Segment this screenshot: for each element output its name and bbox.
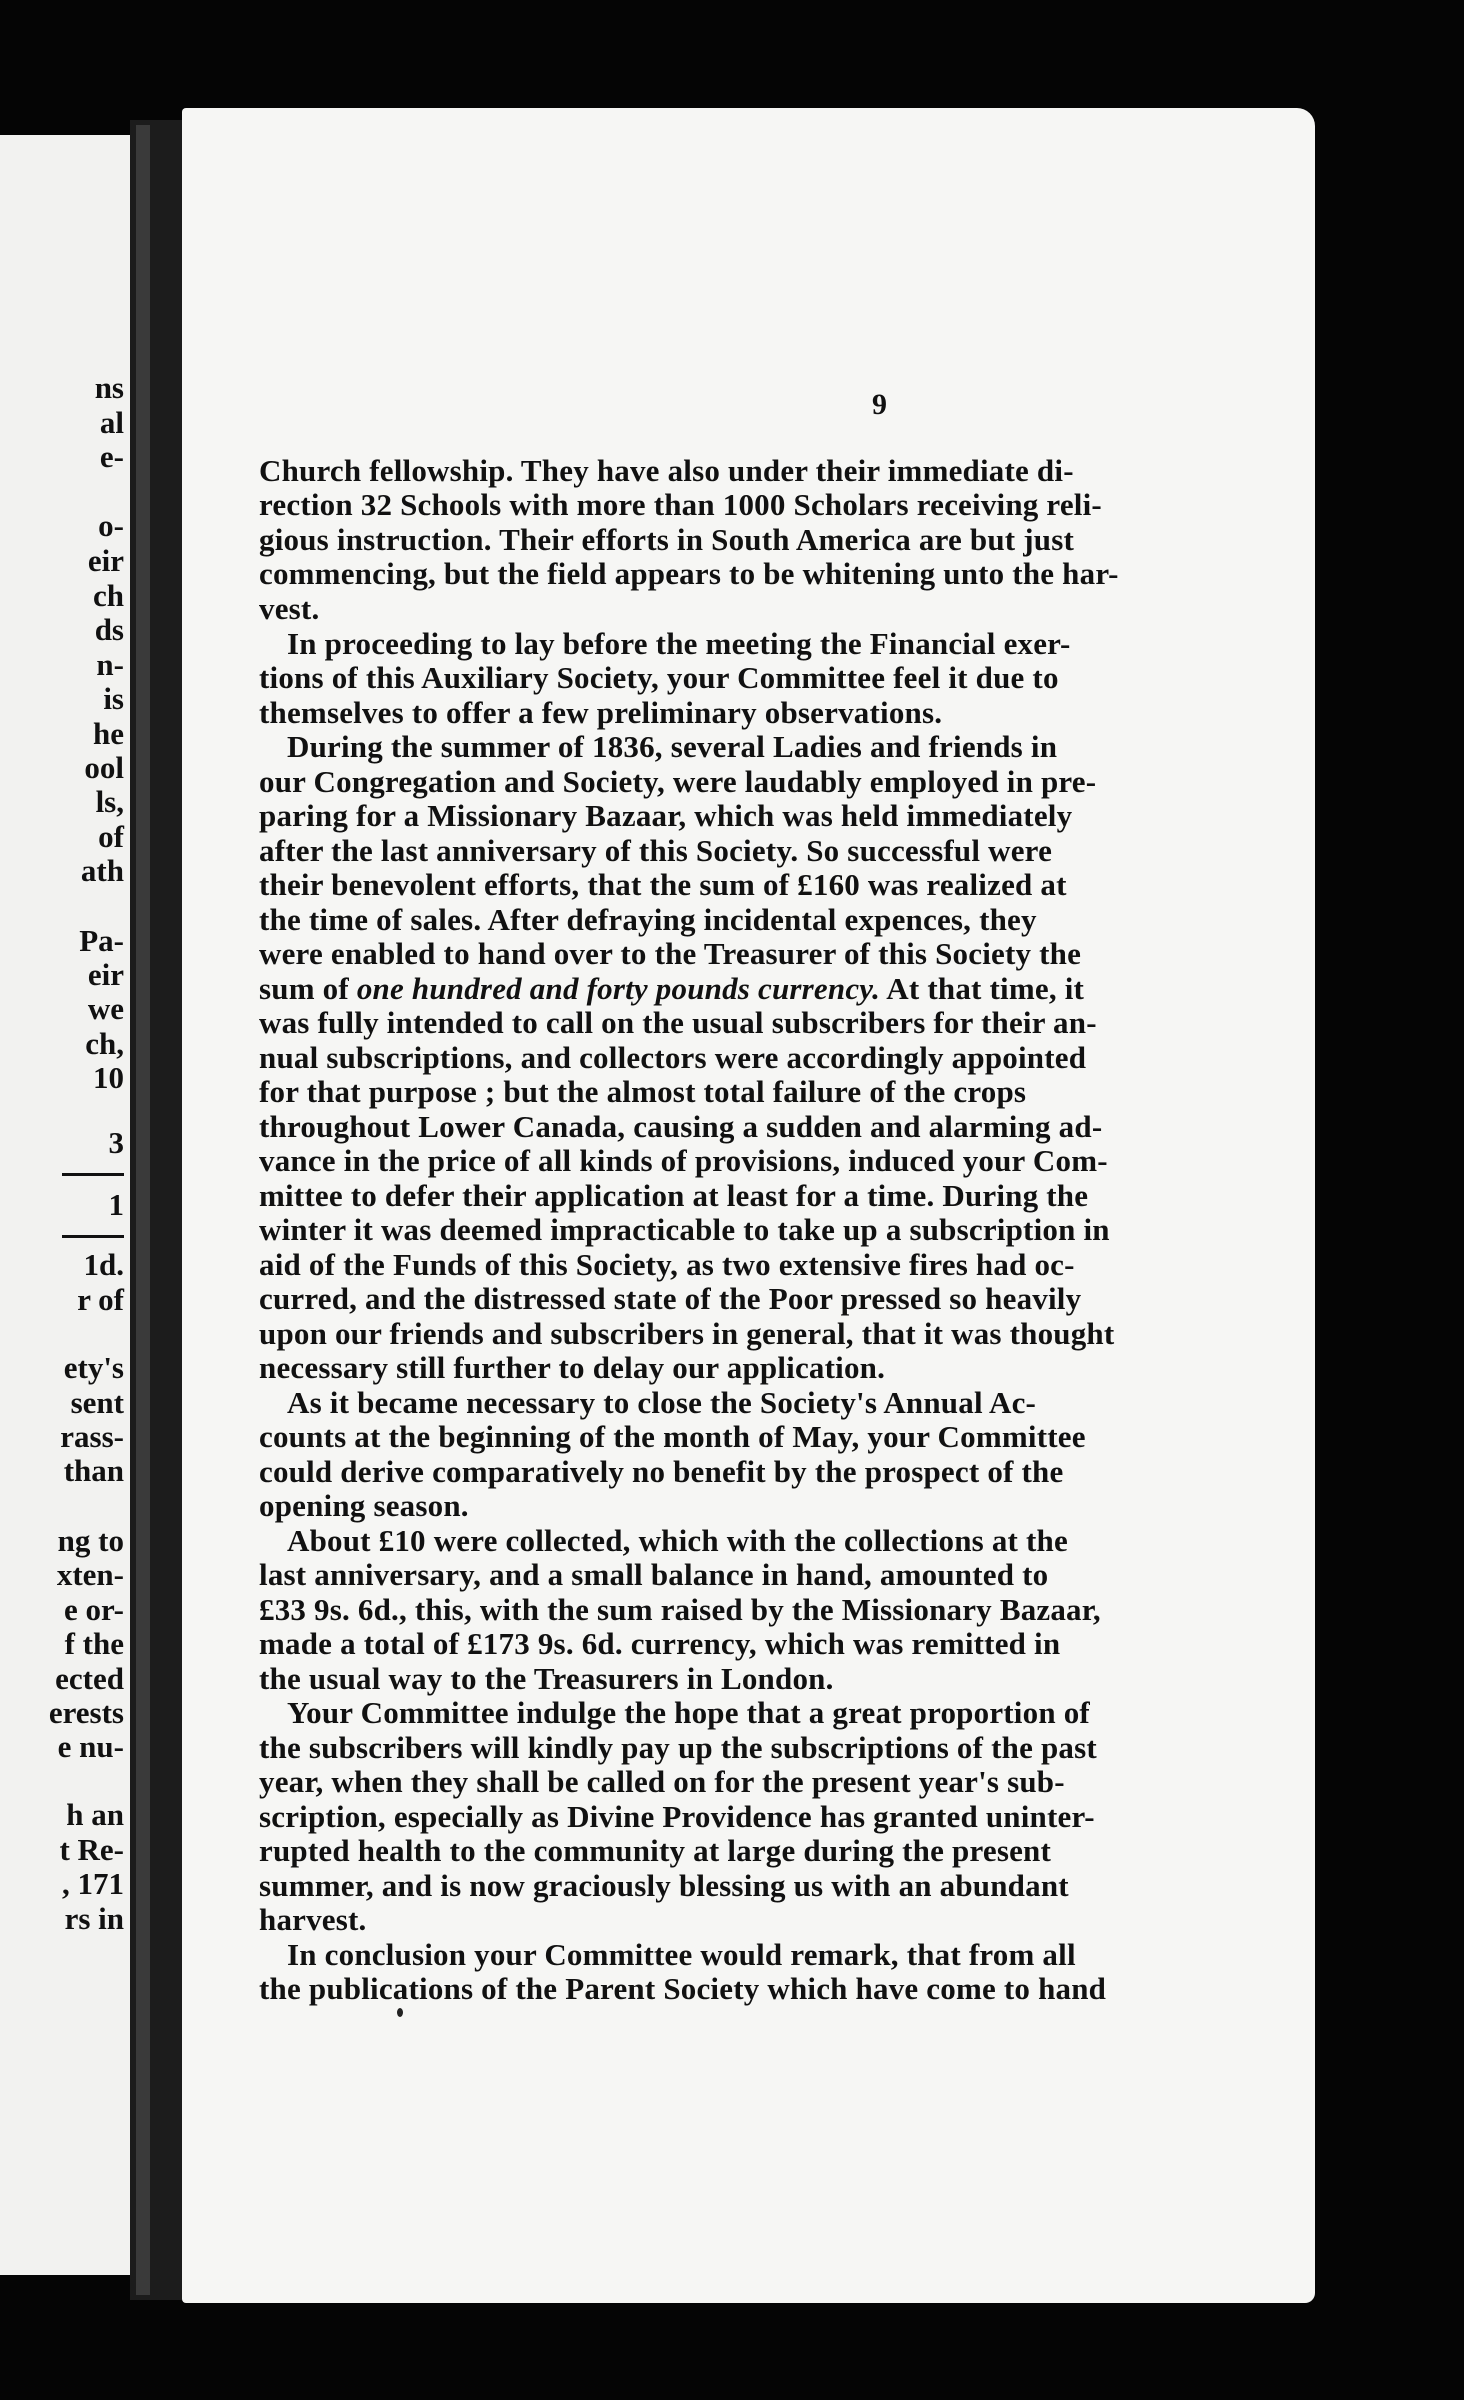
body-line: upon our friends and subscribers in general, that it was thought [259,1316,1115,1351]
left-fragment: ety's [63,1350,124,1385]
body-line: scription, especially as Divine Providence has granted uninter- [259,1799,1095,1834]
left-fragment: e or- [64,1592,124,1627]
left-fragment: eir [87,957,124,992]
scan-speck [397,2008,403,2017]
left-rule [62,1173,124,1176]
left-fragment: e nu- [57,1729,124,1764]
body-line: could derive comparatively no benefit by the prospect of the [259,1454,1064,1489]
left-fragment: ng to [57,1523,124,1558]
body-line: mittee to defer their application at least for a time. During the [259,1178,1089,1213]
body-line: the time of sales. After defraying incidental expences, they [259,902,1037,937]
left-fragment: e- [99,439,124,474]
body-line: our Congregation and Society, were laudably employed in pre- [259,764,1097,799]
left-fragment: Pa- [79,923,124,958]
left-fragment: rass- [60,1419,124,1454]
body-line: themselves to offer a few preliminary observations. [259,695,943,730]
left-fragment: ls, [95,784,124,819]
body-line: vance in the price of all kinds of provisions, induced your Com- [259,1143,1108,1178]
left-fragment: 1 [108,1187,124,1222]
body-line: their benevolent efforts, that the sum of £160 was realized at [259,867,1067,902]
body-text: At that time, it [886,971,1085,1006]
page-number: 9 [872,388,887,421]
left-fragment: sent [70,1385,124,1420]
body-line: the subscribers will kindly pay up the subscriptions of the past [259,1730,1097,1765]
left-fragment: ds [94,612,124,647]
body-line: winter it was deemed impracticable to take up a subscription in [259,1212,1110,1247]
body-line: counts at the beginning of the month of May, your Committee [259,1419,1086,1454]
body-line: vest. [259,591,320,626]
body-line: for that purpose ; but the almost total failure of the crops [259,1074,1027,1109]
body-line: harvest. [259,1902,367,1937]
left-fragment: n- [96,647,124,682]
left-fragment: ns [94,370,124,405]
left-facing-page [0,135,130,2275]
body-line: made a total of £173 9s. 6d. currency, which was remitted in [259,1626,1061,1661]
body-line: £33 9s. 6d., this, with the sum raised by the Missionary Bazaar, [259,1592,1101,1627]
left-fragment: o- [98,508,124,543]
body-line: About £10 were collected, which with the collections at the [287,1523,1068,1558]
left-fragment: t Re- [59,1832,124,1867]
left-fragment: ch [93,578,124,613]
main-page [182,108,1315,2303]
left-fragment: ool [84,750,124,785]
left-fragment: f the [64,1626,124,1661]
body-line: rupted health to the community at large during the present [259,1833,1052,1868]
left-fragment: h an [66,1797,124,1832]
left-fragment: than [63,1453,124,1488]
body-line [259,971,1084,1007]
body-line: In proceeding to lay before the meeting the Financial exer- [287,626,1071,661]
body-line: were enabled to hand over to the Treasurer of this Society the [259,936,1082,971]
body-line: year, when they shall be called on for the present year's sub- [259,1764,1065,1799]
body-line: throughout Lower Canada, causing a sudden and alarming ad- [259,1109,1103,1144]
body-line: was fully intended to call on the usual subscribers for their an- [259,1005,1097,1040]
body-line: tions of this Auxiliary Society, your Committee feel it due to [259,660,1059,695]
body-line: curred, and the distressed state of the Poor pressed so heavily [259,1281,1082,1316]
left-fragment: ected [55,1661,124,1696]
body-line: last anniversary, and a small balance in hand, amounted to [259,1557,1049,1592]
body-line: Your Committee indulge the hope that a great proportion of [287,1695,1090,1730]
left-fragment: ath [80,853,124,888]
left-fragment: erests [48,1695,124,1730]
left-fragment: eir [87,543,124,578]
body-line: As it became necessary to close the Society's Annual Ac- [287,1385,1037,1420]
body-line: paring for a Missionary Bazaar, which was held immediately [259,798,1073,833]
body-line: Church fellowship. They have also under their immediate di- [259,453,1074,488]
body-line: commencing, but the field appears to be whitening unto the har- [259,556,1119,591]
left-fragment: al [99,405,124,440]
body-line: nual subscriptions, and collectors were accordingly appointed [259,1040,1087,1075]
left-fragment: ch, [85,1026,124,1061]
gutter-shadow [136,125,150,2295]
body-line: necessary still further to delay our application. [259,1350,886,1385]
left-fragment: 3 [108,1125,124,1160]
body-line: opening season. [259,1488,469,1523]
body-line: aid of the Funds of this Society, as two extensive fires had oc- [259,1247,1075,1282]
body-line: the usual way to the Treasurers in London. [259,1661,834,1696]
left-fragment: rs in [64,1901,124,1936]
left-rule [62,1235,124,1238]
left-fragment: r of [77,1282,124,1317]
left-fragment: 10 [93,1060,124,1095]
left-fragment: is [103,681,124,716]
left-fragment: he [93,716,124,751]
body-line: In conclusion your Committee would remark, that from all [287,1937,1076,1972]
italic-sum: one hundred and forty pounds currency. [356,971,881,1006]
body-text: sum of [259,971,349,1006]
left-fragment: of [98,819,124,854]
body-line: During the summer of 1836, several Ladies and friends in [287,729,1058,764]
body-line: gious instruction. Their efforts in South America are but just [259,522,1074,557]
left-fragment: 1d. [83,1247,124,1282]
left-fragment: xten- [56,1557,124,1592]
left-fragment: , 171 [62,1866,124,1901]
body-line: the publications of the Parent Society which have come to hand [259,1971,1107,2006]
body-line: rection 32 Schools with more than 1000 Scholars receiving reli- [259,487,1102,522]
body-line: summer, and is now graciously blessing us with an abundant [259,1868,1069,1903]
left-fragment: we [87,991,124,1026]
body-line: after the last anniversary of this Society. So successful were [259,833,1053,868]
